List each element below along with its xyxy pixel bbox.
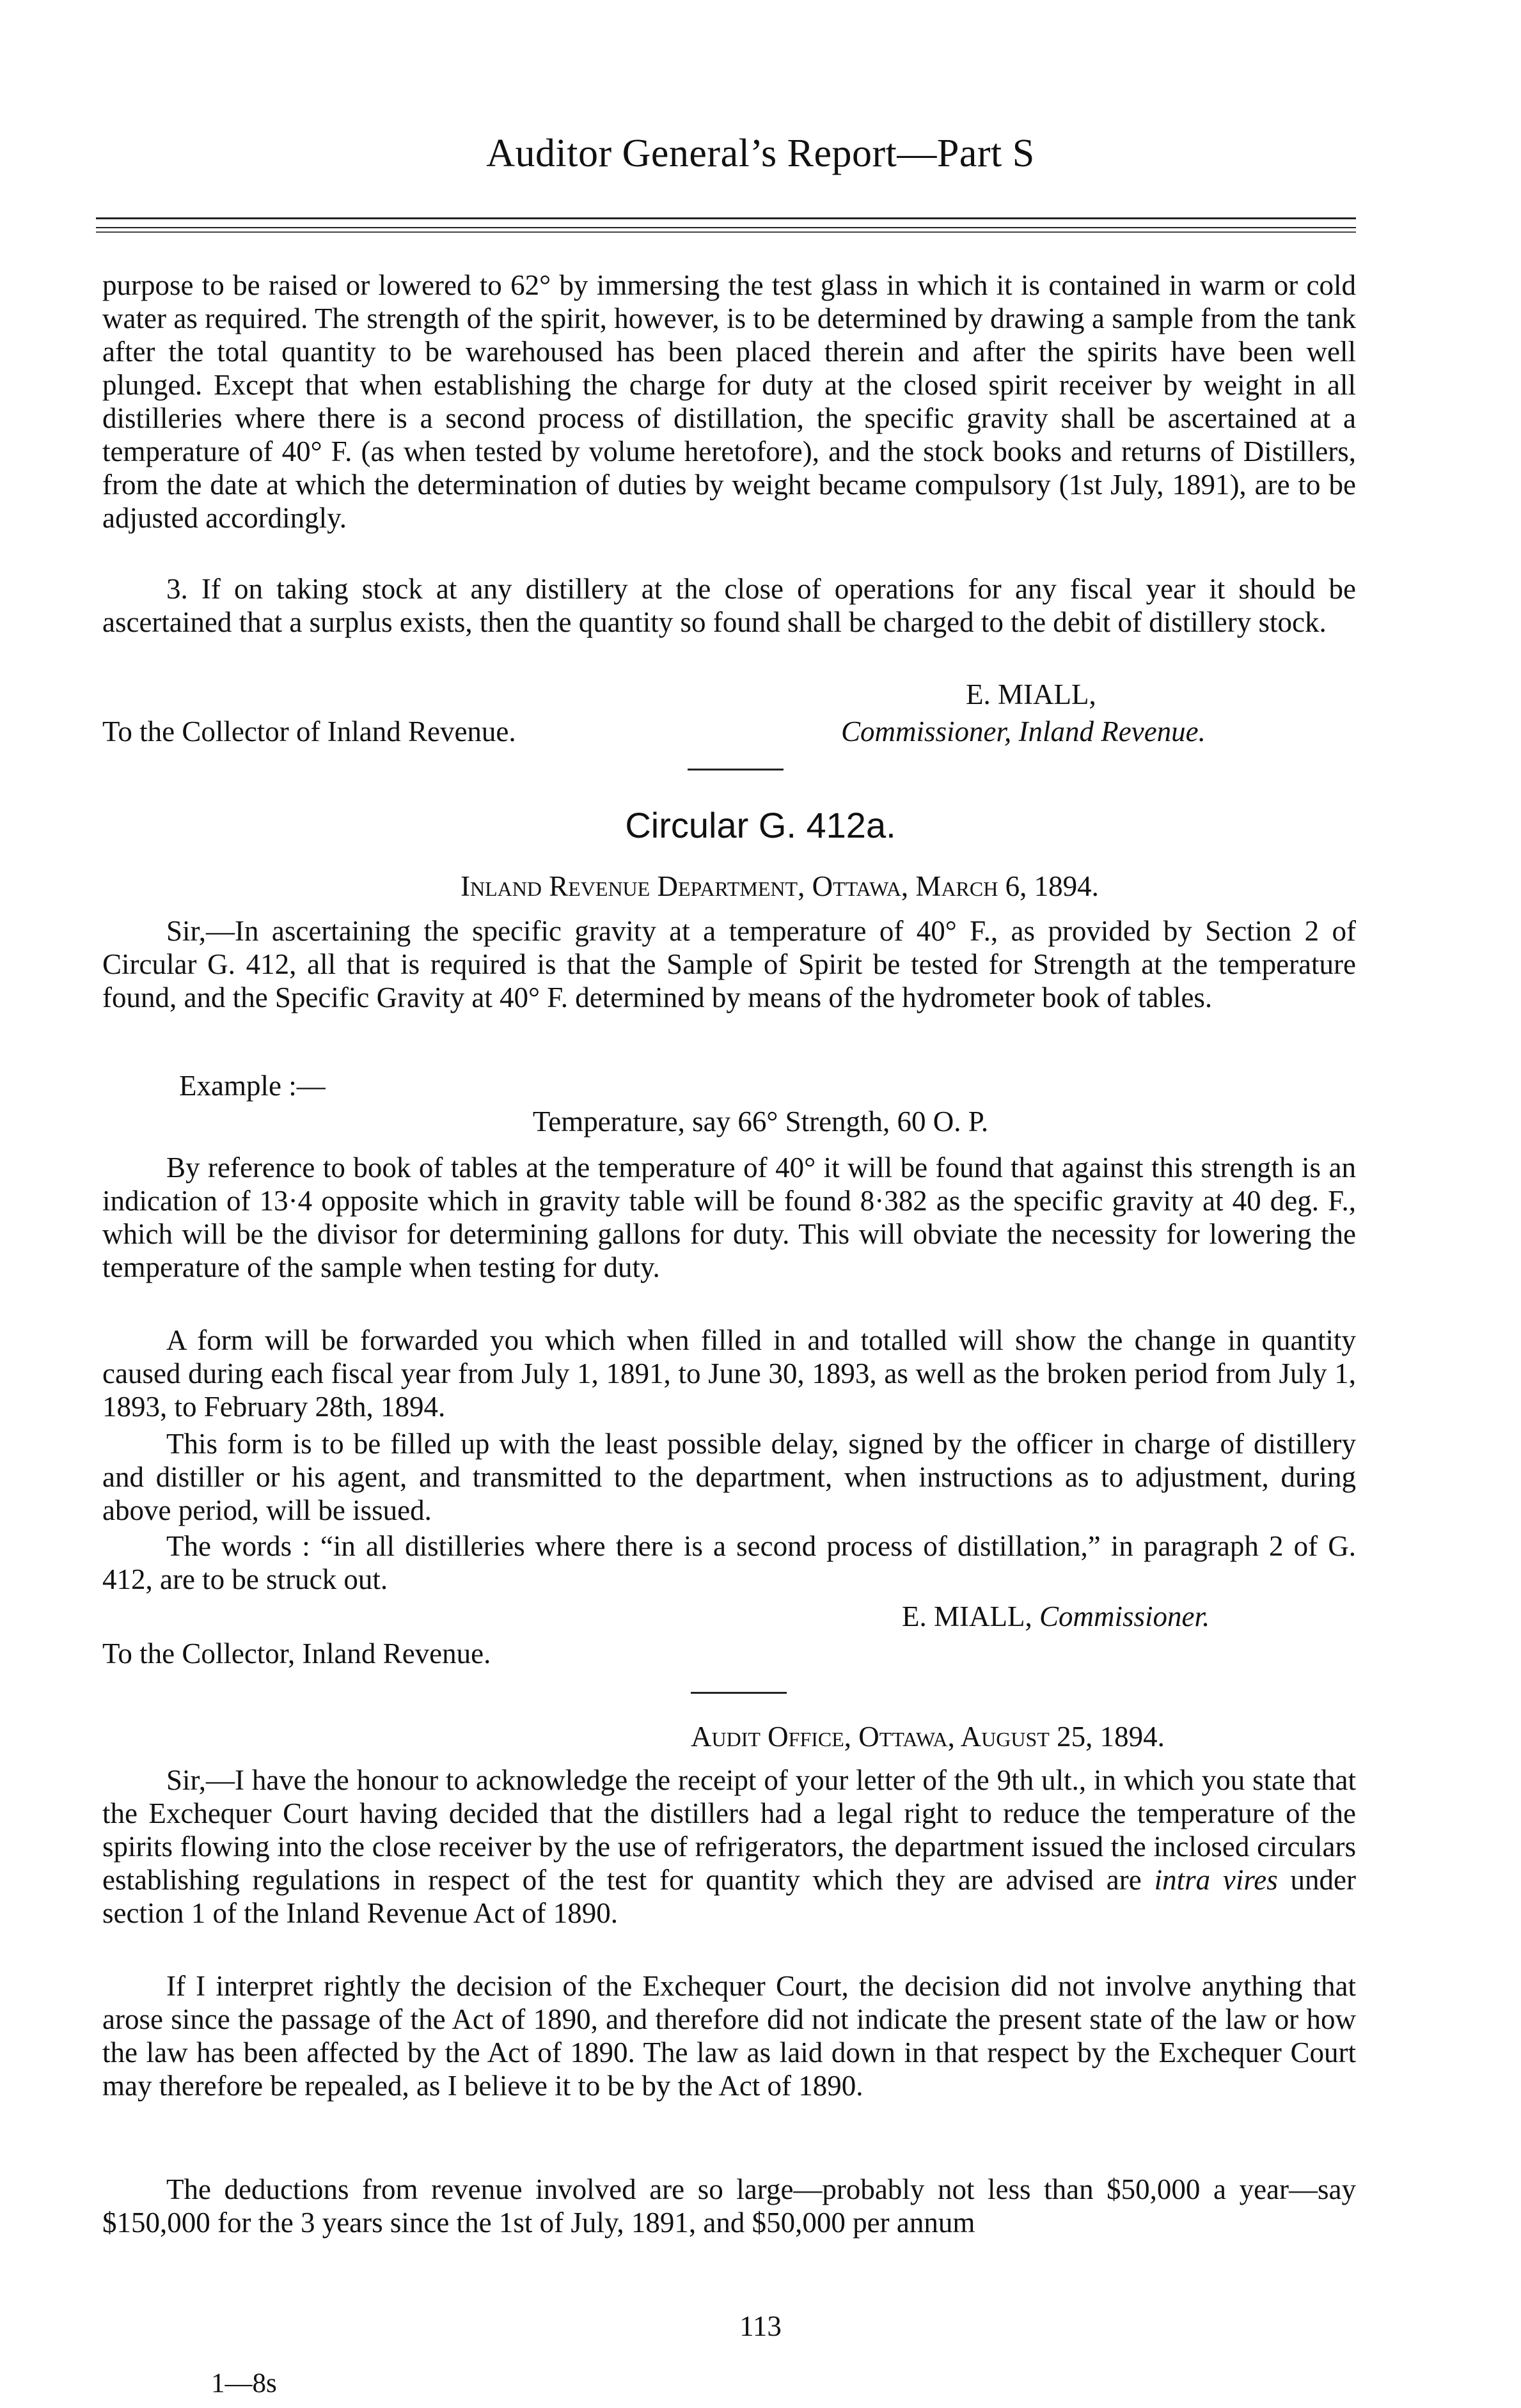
example-line: Temperature, say 66° Strength, 60 O. P. <box>532 1106 989 1138</box>
audit-paragraph-1-a: Sir,—I have the honour to acknowledge the receipt of your letter of the 9th ult., in which you state that the Exchequer Court having decided that the distillers had a legal right to reduce the temperature of the spirits flowing into the close receiver by the use of refrigerators, the department issued the inclosed circulars establishing regulations in respect of the test for quantity which they are advised are <box>102 1764 1356 1896</box>
circular-paragraph-4: This form is to be filled up with the least possible delay, signed by the officer in charge of distillery and distiller or his agent, and transmitted to the department, when instructions as to adjustment, during above period, will be issued. <box>102 1428 1356 1526</box>
example-label: Example :— <box>179 1070 326 1102</box>
circular-signature-title: Commissioner. <box>1039 1600 1210 1632</box>
section-divider <box>688 769 784 770</box>
circular-signature-name: E. MIALL, <box>902 1600 1039 1632</box>
header-double-rule <box>96 217 1356 228</box>
circular-title: Circular G. 412a. <box>625 805 896 845</box>
signature-title: Commissioner, Inland Revenue. <box>841 715 1206 747</box>
signature-mark: 1—8s <box>211 2368 277 2398</box>
circular-paragraph-3: A form will be forwarded you which when filled in and totalled will show the change in quantity caused during each fiscal year from July 1, 1891, to June 30, 1893, as well as the broken period from July 1, 1893, to February 28th, 1894. <box>102 1324 1356 1423</box>
section-divider-2 <box>691 1692 787 1694</box>
running-header: Auditor General’s Report—Part S <box>486 132 1035 175</box>
audit-paragraph-1 <box>102 1763 1356 1930</box>
audit-dateline: Audit Office, Ottawa, August 25, 1894. <box>691 1721 1165 1753</box>
circular-paragraph-1: Sir,—In ascertaining the specific gravity at a temperature of 40° F., as provided by Section 2 of Circular G. 412, all that is required is that the Sample of Spirit be tested for Strength at the temperature found, and the Specific Gravity at 40° F. determined by means of the hydrometer book of tables. <box>102 915 1356 1013</box>
audit-paragraph-1-b: under section 1 of the Inland Revenue Act of 1890. <box>102 1864 1357 1929</box>
circular-addressee: To the Collector, Inland Revenue. <box>102 1638 491 1669</box>
circular-dateline: Inland Revenue Department, Ottawa, March 6, 1894. <box>461 870 1099 902</box>
paragraph-3: 3. If on taking stock at any distillery at the close of operations for any fiscal year it should be ascertained that a surplus exists, then the quantity so found shall be charged to the debit of distillery stock. <box>102 573 1356 638</box>
circular-signature <box>902 1600 1210 1633</box>
header-thin-rule <box>96 231 1356 233</box>
page-number: 113 <box>739 2310 782 2342</box>
circular-paragraph-5: The words : “in all distilleries where there is a second process of distillation,” in paragraph 2 of G. 412, are to be struck out. <box>102 1530 1356 1595</box>
audit-paragraph-2: If I interpret rightly the decision of the Exchequer Court, the decision did not involve anything that arose since the passage of the Act of 1890, and therefore did not indicate the present state of the law or how the law has been affected by the Act of 1890. The law as laid down in that respect by the Exchequer Court may therefore be repealed, as I believe it to be by the Act of 1890. <box>102 1970 1356 2102</box>
addressee: To the Collector of Inland Revenue. <box>102 715 516 747</box>
audit-paragraph-1-italic: intra vires <box>1154 1864 1278 1896</box>
circular-paragraph-2: By reference to book of tables at the temperature of 40° it will be found that against this strength is an indication of 13·4 opposite which in gravity table will be found 8·382 as the specific gravity at 40 deg. F., which will be the divisor for determining gallons for duty. This will obviate the necessity for lowering the temperature of the sample when testing for duty. <box>102 1152 1356 1283</box>
audit-paragraph-3: The deductions from revenue involved are so large—probably not less than $50,000 a year—say $150,000 for the 3 years since the 1st of July, 1891, and $50,000 per annum <box>102 2173 1356 2239</box>
continuation-paragraph: purpose to be raised or lowered to 62° by immersing the test glass in which it is contained in warm or cold water as required. The strength of the spirit, however, is to be determined by drawing a sample from the tank after the total quantity to be warehoused has been placed therein and after the spirits have been well plunged. Except that when establishing the charge for duty at the closed spirit receiver by weight in all distilleries where there is a second process of distillation, the specific gravity shall be ascertained at a temperature of 40° F. (as when tested by volume heretofore), and the stock books and returns of Distillers, from the date at which the determination of duties by weight became compulsory (1st July, 1891), are to be adjusted accordingly. <box>102 269 1356 534</box>
signature-name: E. MIALL, <box>966 678 1096 710</box>
